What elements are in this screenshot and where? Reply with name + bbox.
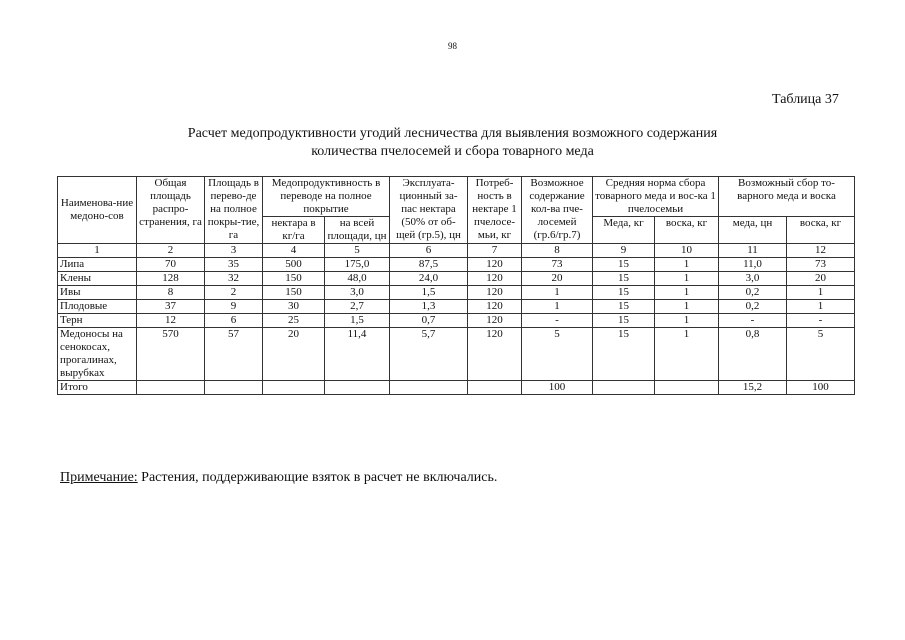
row-value-cell: 2 bbox=[205, 286, 263, 300]
row-value-cell: 1 bbox=[655, 258, 719, 272]
row-value-cell: 150 bbox=[263, 272, 325, 286]
row-value-cell: 24,0 bbox=[390, 272, 468, 286]
row-name-cell: Липа bbox=[58, 258, 137, 272]
row-value-cell: 11,4 bbox=[325, 328, 390, 381]
row-value-cell bbox=[325, 381, 390, 395]
row-value-cell: - bbox=[719, 314, 787, 328]
header-avg-honey: Меда, кг bbox=[593, 217, 655, 244]
row-value-cell: 1 bbox=[655, 286, 719, 300]
row-value-cell: 20 bbox=[263, 328, 325, 381]
row-value-cell: 2,7 bbox=[325, 300, 390, 314]
row-name-cell: Медоносы на сенокосах, прогалинах, вырубках bbox=[58, 328, 137, 381]
row-name-cell: Плодовые bbox=[58, 300, 137, 314]
row-value-cell: 8 bbox=[137, 286, 205, 300]
header-productivity: Медопродуктивность в переводе на полное покрытие bbox=[263, 177, 390, 217]
row-value-cell: 1 bbox=[787, 300, 855, 314]
column-number: 4 bbox=[263, 244, 325, 258]
row-value-cell: 15 bbox=[593, 286, 655, 300]
row-value-cell: 87,5 bbox=[390, 258, 468, 272]
row-value-cell: 20 bbox=[787, 272, 855, 286]
row-value-cell: 12 bbox=[137, 314, 205, 328]
header-area-converted: Площадь в перево-де на полное покры-тие, га bbox=[205, 177, 263, 244]
column-number: 12 bbox=[787, 244, 855, 258]
column-number: 11 bbox=[719, 244, 787, 258]
header-need: Потреб-ность в нектаре 1 пчелосе-мьи, кг bbox=[468, 177, 522, 244]
row-value-cell: 120 bbox=[468, 286, 522, 300]
page-number: 98 bbox=[448, 41, 457, 51]
note-label: Примечание: bbox=[60, 470, 138, 485]
row-value-cell: 57 bbox=[205, 328, 263, 381]
row-name-cell: Итого bbox=[58, 381, 137, 395]
row-name-cell: Ивы bbox=[58, 286, 137, 300]
table-row bbox=[58, 286, 855, 300]
header-coll-wax: воска, кг bbox=[787, 217, 855, 244]
header-possible-collection: Возможный сбор то-варного меда и воска bbox=[719, 177, 855, 217]
column-number: 10 bbox=[655, 244, 719, 258]
column-number: 5 bbox=[325, 244, 390, 258]
row-value-cell: 0,2 bbox=[719, 286, 787, 300]
row-value-cell: 1,5 bbox=[325, 314, 390, 328]
row-value-cell: 5 bbox=[787, 328, 855, 381]
document-title bbox=[120, 125, 785, 161]
row-value-cell: 120 bbox=[468, 258, 522, 272]
table-row bbox=[58, 272, 855, 286]
row-value-cell: 100 bbox=[787, 381, 855, 395]
header-productivity-total: на всей площади, цн bbox=[325, 217, 390, 244]
row-value-cell: 500 bbox=[263, 258, 325, 272]
table-row bbox=[58, 314, 855, 328]
row-value-cell: 37 bbox=[137, 300, 205, 314]
row-value-cell bbox=[390, 381, 468, 395]
row-value-cell: - bbox=[522, 314, 593, 328]
row-value-cell: 11,0 bbox=[719, 258, 787, 272]
row-value-cell: 150 bbox=[263, 286, 325, 300]
row-value-cell: 15 bbox=[593, 272, 655, 286]
note bbox=[60, 470, 497, 486]
header-coll-honey: меда, цн bbox=[719, 217, 787, 244]
row-value-cell: 1 bbox=[522, 286, 593, 300]
note-text: Растения, поддерживающие взяток в расчет не включались. bbox=[137, 470, 498, 485]
row-value-cell: 25 bbox=[263, 314, 325, 328]
row-value-cell: 1 bbox=[787, 286, 855, 300]
row-value-cell: 20 bbox=[522, 272, 593, 286]
row-value-cell bbox=[263, 381, 325, 395]
row-value-cell: 15,2 bbox=[719, 381, 787, 395]
row-value-cell: 100 bbox=[522, 381, 593, 395]
table-row bbox=[58, 300, 855, 314]
column-number: 3 bbox=[205, 244, 263, 258]
row-value-cell: 5,7 bbox=[390, 328, 468, 381]
row-value-cell: 1 bbox=[655, 300, 719, 314]
row-value-cell: - bbox=[787, 314, 855, 328]
row-value-cell: 0,7 bbox=[390, 314, 468, 328]
row-value-cell: 15 bbox=[593, 314, 655, 328]
table-row bbox=[58, 381, 855, 395]
row-value-cell bbox=[468, 381, 522, 395]
row-value-cell bbox=[593, 381, 655, 395]
row-value-cell: 73 bbox=[787, 258, 855, 272]
header-productivity-per-ha: нектара в кг/га bbox=[263, 217, 325, 244]
header-total-area: Общая площадь распро-странения, га bbox=[137, 177, 205, 244]
row-value-cell: 1,3 bbox=[390, 300, 468, 314]
row-value-cell: 15 bbox=[593, 300, 655, 314]
row-value-cell: 6 bbox=[205, 314, 263, 328]
row-value-cell: 1,5 bbox=[390, 286, 468, 300]
row-value-cell: 48,0 bbox=[325, 272, 390, 286]
row-value-cell bbox=[137, 381, 205, 395]
row-value-cell: 0,2 bbox=[719, 300, 787, 314]
row-value-cell: 9 bbox=[205, 300, 263, 314]
table-caption: Таблица 37 bbox=[772, 92, 839, 107]
row-name-cell: Клены bbox=[58, 272, 137, 286]
row-value-cell: 120 bbox=[468, 328, 522, 381]
title-line-1: Расчет медопродуктивности угодий лесничества для выявления возможного содержания bbox=[187, 126, 718, 141]
row-value-cell: 1 bbox=[655, 272, 719, 286]
honey-productivity-table bbox=[57, 176, 855, 395]
header-avg-norm: Средняя норма сбора товарного меда и вос-ка 1 пчелосемьи bbox=[593, 177, 719, 217]
row-value-cell: 35 bbox=[205, 258, 263, 272]
row-value-cell: 32 bbox=[205, 272, 263, 286]
column-number: 1 bbox=[58, 244, 137, 258]
row-value-cell: 570 bbox=[137, 328, 205, 381]
row-value-cell: 120 bbox=[468, 272, 522, 286]
row-name-cell: Терн bbox=[58, 314, 137, 328]
row-value-cell: 1 bbox=[655, 328, 719, 381]
table-row bbox=[58, 258, 855, 272]
row-value-cell: 120 bbox=[468, 314, 522, 328]
header-possible-content: Возможное содержание кол-ва пче-лосемей (гр.6/гр.7) bbox=[522, 177, 593, 244]
column-number: 7 bbox=[468, 244, 522, 258]
table-row bbox=[58, 328, 855, 381]
row-value-cell: 3,0 bbox=[719, 272, 787, 286]
row-value-cell: 0,8 bbox=[719, 328, 787, 381]
row-value-cell: 1 bbox=[522, 300, 593, 314]
row-value-cell: 15 bbox=[593, 328, 655, 381]
header-row-1 bbox=[58, 177, 855, 217]
column-number: 6 bbox=[390, 244, 468, 258]
row-value-cell bbox=[655, 381, 719, 395]
header-name: Наименова-ние медоно-сов bbox=[58, 177, 137, 244]
row-value-cell bbox=[205, 381, 263, 395]
row-value-cell: 175,0 bbox=[325, 258, 390, 272]
row-value-cell: 30 bbox=[263, 300, 325, 314]
title-line-2: количества пчелосемей и сбора товарного меда bbox=[311, 144, 594, 159]
column-number: 9 bbox=[593, 244, 655, 258]
row-value-cell: 120 bbox=[468, 300, 522, 314]
row-value-cell: 5 bbox=[522, 328, 593, 381]
column-number: 2 bbox=[137, 244, 205, 258]
row-value-cell: 70 bbox=[137, 258, 205, 272]
row-value-cell: 73 bbox=[522, 258, 593, 272]
column-number-row bbox=[58, 244, 855, 258]
row-value-cell: 15 bbox=[593, 258, 655, 272]
column-number: 8 bbox=[522, 244, 593, 258]
header-avg-wax: воска, кг bbox=[655, 217, 719, 244]
row-value-cell: 3,0 bbox=[325, 286, 390, 300]
row-value-cell: 1 bbox=[655, 314, 719, 328]
header-exploitation: Эксплуата-ционный за-пас нектара (50% от об-щей (гр.5), цн bbox=[390, 177, 468, 244]
row-value-cell: 128 bbox=[137, 272, 205, 286]
